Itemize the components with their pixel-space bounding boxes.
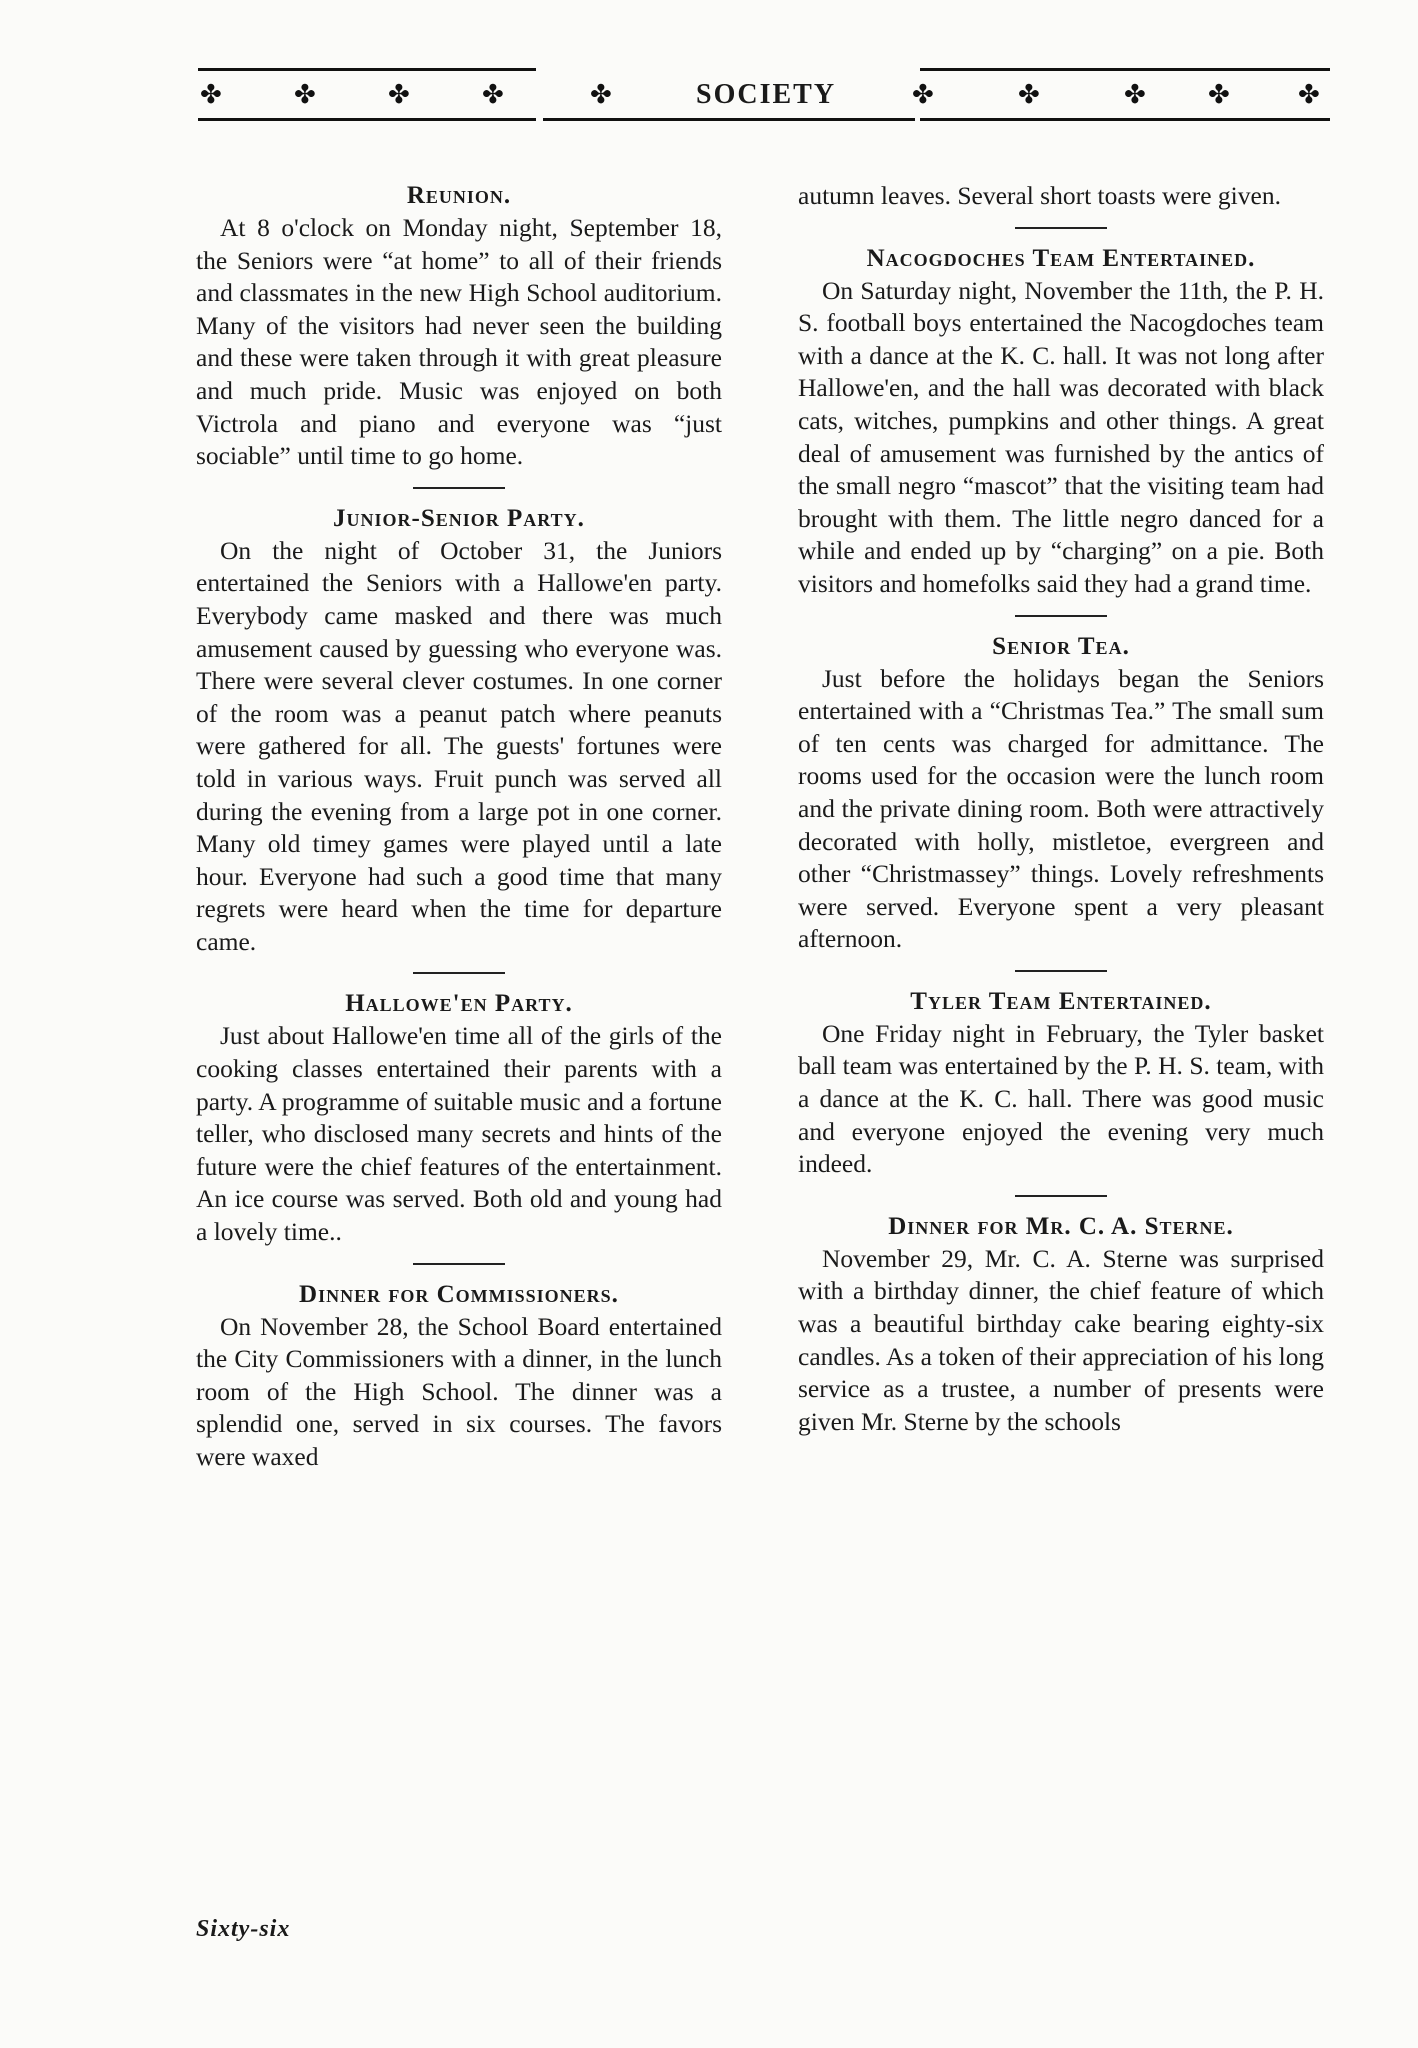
left-column [196,180,722,1474]
fleuron-icon: ✤ [912,80,934,110]
article-divider [413,972,505,974]
article-body: One Friday night in February, the Tyler basket ball team was entertained by the P. H. S. team, with a dance at the K. C. hall. There was good music and everyone enjoyed the evening very much indeed. [798,1018,1324,1179]
fleuron-icon: ✤ [1298,80,1320,110]
article [798,1211,1324,1439]
article-title: Senior Tea. [992,632,1130,660]
article [196,988,722,1248]
article-body: Just about Hallowe'en time all of the girls of the cooking classes entertained their parents with a party. A programme of suitable music and a fortune teller, who disclosed many secrets and hints of the future were the chief features of the entertainment. An ice course was served. Both old and young had a lovely time.. [196,1021,722,1247]
article [196,180,722,473]
article-body: Just before the holidays began the Seniors entertained with a “Christmas Tea.” The small sum of ten cents was charged for admittance. The rooms used for the occasion were the lunch room and the private dining room. Both were attractively decorated with holly, mistletoe, evergreen and other “Christmassey” things. Lovely refreshments were served. Everyone spent a very pleasant afternoon. [798,663,1324,954]
article-title: Reunion. [406,182,512,209]
article [196,1279,722,1474]
article-body: November 29, Mr. C. A. Sterne was surprised with a birthday dinner, the chief feature of which was a beautiful birthday cake bearing eighty-six candles. As a token of their appreciation of his long service as a trustee, a number of presents were given Mr. Sterne by the schools [798,1243,1324,1436]
article-title: Dinner for Commissioners. [299,1280,619,1308]
article-divider [413,487,505,489]
article-body: On November 28, the School Board entertained the City Commissioners with a dinner, in the lunch room of the High School. The dinner was a splendid one, served in six courses. The favors were waxed [196,1311,722,1471]
article-divider [1015,227,1107,229]
page-number: Sixty-six [196,1916,291,1942]
article-title: Junior-Senior Party. [333,504,585,532]
article-divider [1015,970,1107,972]
right-column [798,180,1324,1438]
section-header [198,68,1330,132]
article-divider [413,1263,505,1265]
article-title: Dinner for Mr. C. A. Sterne. [888,1212,1234,1240]
fleuron-icon: ✤ [1208,80,1230,110]
header-rule [543,118,915,121]
header-rule [920,118,1330,121]
header-rule [920,68,1330,71]
article [798,986,1324,1181]
article [798,631,1324,956]
fleuron-icon: ✤ [388,80,410,110]
section-title: SOCIETY [696,79,837,110]
article-body: At 8 o'clock on Monday night, September 18, the Seniors were “at home” to all of their friends and classmates in the new High School auditorium. Many of the visitors had never seen the building and these were taken through it with great pleasure and much pride. Music was enjoyed on both Victrola and piano and everyone was “just sociable” until time to go home. [196,213,722,471]
fleuron-icon: ✤ [482,80,504,110]
article-divider [1015,1195,1107,1197]
article [798,243,1324,601]
article-title: Tyler Team Entertained. [910,987,1212,1015]
fleuron-icon: ✤ [1124,80,1146,110]
fleuron-icon: ✤ [294,80,316,110]
fleuron-icon: ✤ [200,80,222,110]
article [196,503,722,959]
article-divider [1015,615,1107,617]
header-rule [198,118,536,121]
article-body: On Saturday night, November the 11th, the P. H. S. football boys entertained the Nacogdoches team with a dance at the K. C. hall. It was not long after Hallowe'en, and the hall was decorated with black cats, witches, pumpkins and other things. A great deal of amusement was furnished by the antics of the small negro “mascot” that the visiting team had brought with them. The little negro danced for a while and ended up by “charging” on a pie. Both visitors and homefolks said they had a grand time. [798,275,1324,598]
fleuron-icon: ✤ [590,80,612,110]
article-title: Hallowe'en Party. [345,990,573,1018]
header-rule [198,68,536,71]
article-title: Nacogdoches Team Entertained. [866,244,1256,272]
article-body: On the night of October 31, the Juniors entertained the Seniors with a Hallowe'en party. Everybody came masked and there was much amusement caused by guessing who everyone was. There were several clever costumes. In one corner of the room was a peanut patch where peanuts were gathered for all. The guests' fortunes were told in various ways. Fruit punch was served all during the evening from a large pot in one corner. Many old timey games were played until a late hour. Everyone had such a good time that many regrets were heard when the time for departure came. [196,535,722,956]
continued-text: autumn leaves. Several short toasts were given. [798,181,1281,210]
fleuron-icon: ✤ [1018,80,1040,110]
